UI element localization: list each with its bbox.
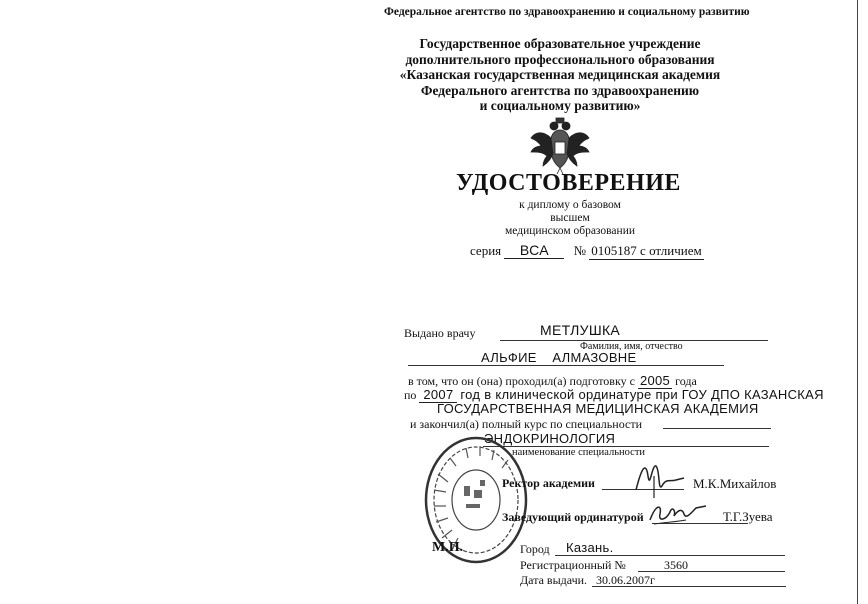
double-headed-eagle-icon	[527, 116, 593, 176]
year-to: 2007	[419, 387, 457, 403]
institution-line-3: «Казанская государственная медицинская академия	[399, 67, 721, 82]
institution-line-5: и социальному развитию»	[479, 98, 641, 113]
date-value: 30.06.2007г	[596, 573, 655, 587]
series-row	[470, 242, 704, 260]
city-label: Город	[520, 542, 550, 556]
page-edge-line	[857, 0, 858, 604]
reg-label: Регистрационный №	[520, 558, 626, 572]
fio-caption: Фамилия, имя, отчество	[580, 341, 683, 352]
head-name: Т.Г.Зуева	[723, 509, 773, 524]
reg-underline	[638, 571, 785, 572]
name-underline	[408, 365, 724, 366]
number-value: 0105187 с отличием	[591, 243, 702, 258]
subtitle-line-1: к диплому о базовом высшем	[519, 199, 621, 224]
subtitle	[500, 199, 640, 238]
series-label: серия	[470, 243, 502, 258]
specialty-value: ЭНДОКРИНОЛОГИЯ	[484, 431, 616, 446]
institution-line-2: дополнительного профессионального образования	[405, 51, 715, 67]
issued-label: Выдано врачу	[404, 326, 476, 340]
training-line1-suffix: года	[675, 374, 697, 388]
name-value: АЛЬФИЕ АЛМАЗОВНЕ	[481, 350, 637, 365]
institution-block	[380, 36, 740, 114]
training-line1-prefix: в том, что он (она) проходил(а) подготовку с	[408, 374, 635, 388]
institution-line-1: Государственное образовательное учреждение	[419, 36, 701, 51]
head-signature-icon	[646, 498, 712, 530]
rector-signature-icon	[630, 456, 690, 500]
number-label: №	[573, 243, 587, 258]
institution-line-4: Федерального агентства по здравоохранению	[420, 82, 700, 98]
training-line-4: и закончил(а) полный курс по специальности	[410, 417, 642, 431]
specialty-line-1	[663, 428, 771, 429]
document-title: УДОСТОВЕРЕНИЕ	[456, 170, 681, 196]
specialty-caption: наименование специальности	[512, 447, 646, 458]
city-row	[520, 542, 550, 557]
rector-label: Ректор академии	[502, 476, 595, 490]
rector-name: М.К.Михайлов	[693, 476, 777, 491]
mp-label: М.П.	[432, 540, 464, 555]
training-line2-text: год в клинической ординатуре при ГОУ ДПО КАЗАНСКАЯ	[460, 387, 824, 402]
training-line-3: ГОСУДАРСТВЕННАЯ МЕДИЦИНСКАЯ АКАДЕМИЯ	[437, 401, 759, 416]
surname-value: МЕТЛУШКА	[540, 322, 621, 338]
reg-number: 3560	[664, 558, 688, 572]
subtitle-line-2: медицинском образовании	[504, 225, 635, 237]
head-label: Заведующий ординатурой	[502, 510, 644, 524]
series-value: ВСА	[504, 242, 564, 259]
date-label: Дата выдачи.	[520, 573, 588, 587]
year-from: 2005	[639, 373, 671, 388]
training-line2-prefix: по	[404, 388, 417, 402]
agency-line: Федеральное агентство по здравоохранению и социальному развитию	[384, 6, 750, 18]
city-underline	[555, 555, 785, 556]
city-value: Казань.	[566, 540, 614, 555]
